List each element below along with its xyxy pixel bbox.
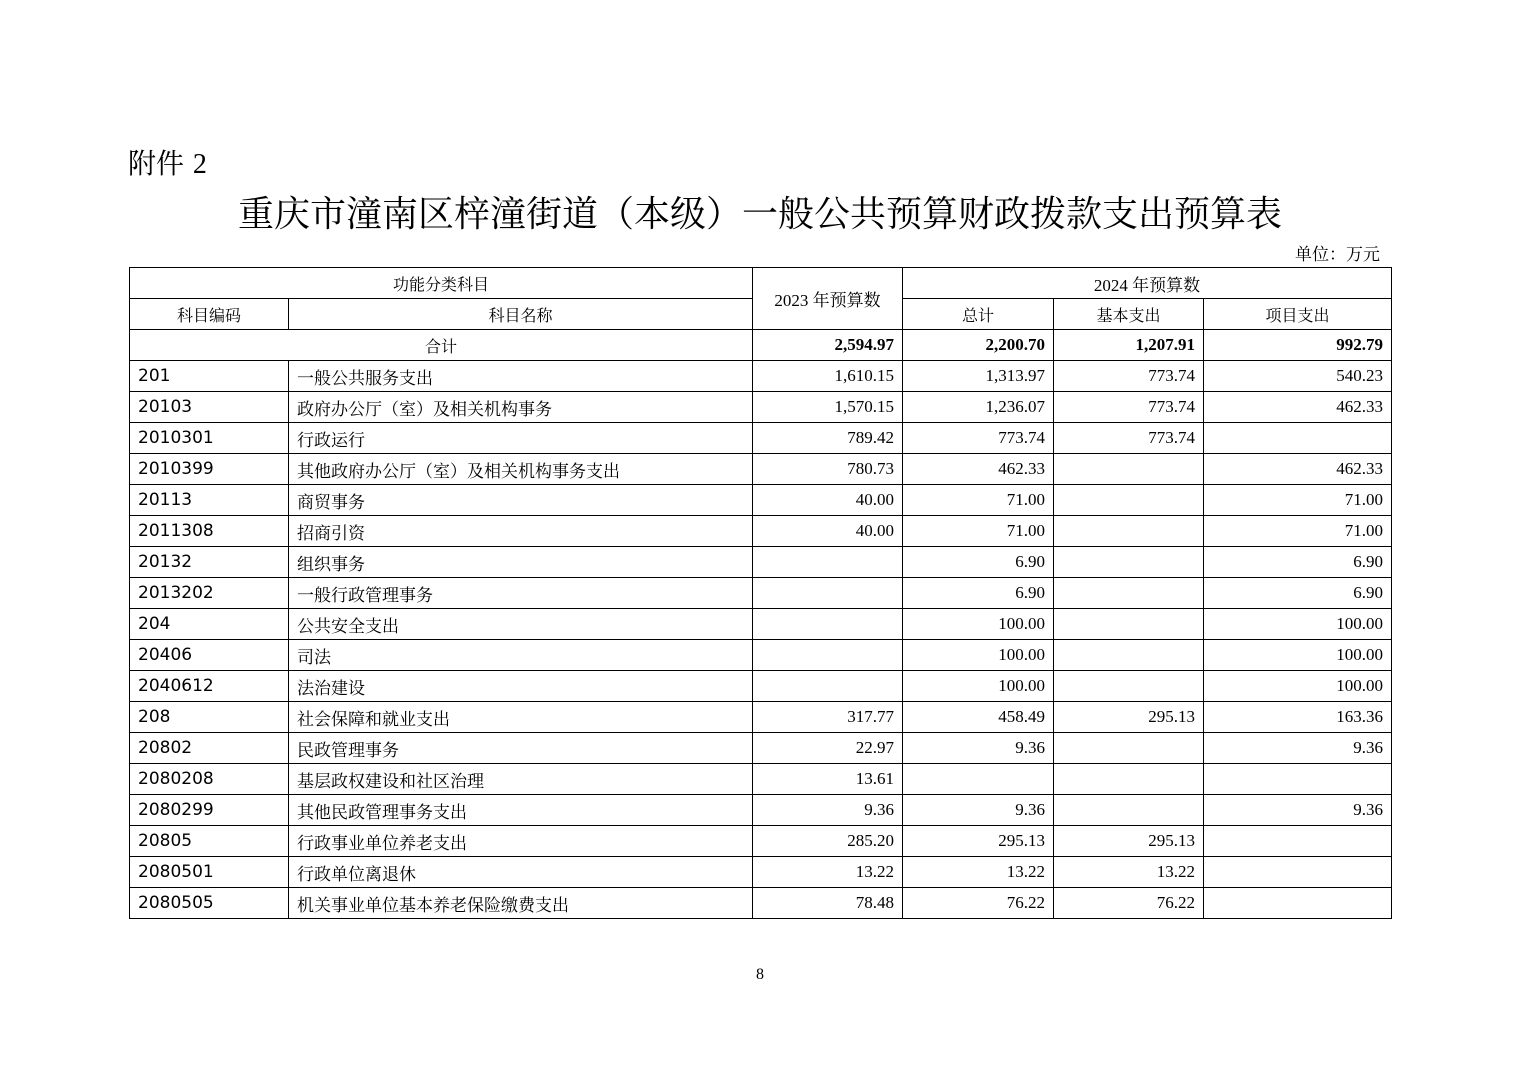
- row-basic: [1054, 764, 1204, 795]
- table-row: [130, 516, 1392, 547]
- row-project: 6.90: [1204, 578, 1392, 609]
- header-function-category: 功能分类科目: [130, 268, 753, 299]
- row-basic: 13.22: [1054, 857, 1204, 888]
- row-project: 100.00: [1204, 609, 1392, 640]
- header-project: 项目支出: [1204, 299, 1392, 330]
- row-name: 机关事业单位基本养老保险缴费支出: [289, 888, 753, 919]
- header-budget-2024: [903, 268, 1392, 299]
- row-project: 163.36: [1204, 702, 1392, 733]
- row-name: 其他政府办公厅（室）及相关机构事务支出: [289, 454, 753, 485]
- header-code: 科目编码: [130, 299, 289, 330]
- row-code: 2080501: [130, 857, 289, 888]
- row-b2023: [753, 578, 903, 609]
- row-basic: [1054, 454, 1204, 485]
- row-basic: [1054, 733, 1204, 764]
- table-row: [130, 392, 1392, 423]
- row-project: 9.36: [1204, 733, 1392, 764]
- row-code: 204: [130, 609, 289, 640]
- row-code: 2080505: [130, 888, 289, 919]
- header-budget-2024-text: 2024 年预算数: [1093, 275, 1201, 295]
- table-row: [130, 857, 1392, 888]
- row-name: 行政单位离退休: [289, 857, 753, 888]
- row-basic: [1054, 485, 1204, 516]
- total-row-total: 2,200.70: [903, 330, 1054, 361]
- row-basic: [1054, 795, 1204, 826]
- row-total: 458.49: [903, 702, 1054, 733]
- page-number: 8: [756, 966, 764, 983]
- table-row: [130, 764, 1392, 795]
- row-project: 71.00: [1204, 516, 1392, 547]
- row-name: 民政管理事务: [289, 733, 753, 764]
- row-b2023: 9.36: [753, 795, 903, 826]
- row-project: 6.90: [1204, 547, 1392, 578]
- table-row: [130, 640, 1392, 671]
- row-project: [1204, 857, 1392, 888]
- attachment-number: 2: [192, 149, 207, 180]
- row-name: 行政事业单位养老支出: [289, 826, 753, 857]
- row-project: 9.36: [1204, 795, 1392, 826]
- table-row: [130, 485, 1392, 516]
- header-budget-2023: [753, 268, 903, 330]
- row-basic: [1054, 578, 1204, 609]
- total-row-basic: 1,207.91: [1054, 330, 1204, 361]
- row-project: 100.00: [1204, 671, 1392, 702]
- table-row: [130, 671, 1392, 702]
- row-code: 2011308: [130, 516, 289, 547]
- row-name: 一般公共服务支出: [289, 361, 753, 392]
- budget-table: [129, 267, 1392, 919]
- row-name: 招商引资: [289, 516, 753, 547]
- row-b2023: 285.20: [753, 826, 903, 857]
- row-total: 100.00: [903, 671, 1054, 702]
- row-basic: 295.13: [1054, 702, 1204, 733]
- table-row: [130, 795, 1392, 826]
- total-row-project: 992.79: [1204, 330, 1392, 361]
- row-total: 773.74: [903, 423, 1054, 454]
- row-basic: [1054, 609, 1204, 640]
- row-code: 20802: [130, 733, 289, 764]
- row-b2023: 13.22: [753, 857, 903, 888]
- row-code: 20132: [130, 547, 289, 578]
- row-b2023: [753, 671, 903, 702]
- row-code: 2040612: [130, 671, 289, 702]
- header-total: 总计: [903, 299, 1054, 330]
- row-name: 商贸事务: [289, 485, 753, 516]
- row-code: 208: [130, 702, 289, 733]
- row-project: 462.33: [1204, 392, 1392, 423]
- row-project: 540.23: [1204, 361, 1392, 392]
- row-total: 295.13: [903, 826, 1054, 857]
- row-b2023: 13.61: [753, 764, 903, 795]
- table-row: [130, 454, 1392, 485]
- row-basic: 773.74: [1054, 361, 1204, 392]
- row-b2023: 78.48: [753, 888, 903, 919]
- row-name: 公共安全支出: [289, 609, 753, 640]
- row-basic: [1054, 640, 1204, 671]
- header-name: 科目名称: [289, 299, 753, 330]
- attachment-prefix: 附件: [128, 147, 185, 180]
- table-row: [130, 578, 1392, 609]
- row-project: [1204, 423, 1392, 454]
- row-total: 462.33: [903, 454, 1054, 485]
- row-total: 71.00: [903, 485, 1054, 516]
- row-name: 其他民政管理事务支出: [289, 795, 753, 826]
- row-name: 行政运行: [289, 423, 753, 454]
- row-code: 2080208: [130, 764, 289, 795]
- row-b2023: 1,610.15: [753, 361, 903, 392]
- row-b2023: 40.00: [753, 516, 903, 547]
- row-b2023: 40.00: [753, 485, 903, 516]
- unit-label: 单位：万元: [1295, 245, 1380, 265]
- row-b2023: [753, 547, 903, 578]
- row-b2023: 1,570.15: [753, 392, 903, 423]
- row-name: 一般行政管理事务: [289, 578, 753, 609]
- row-total: 1,236.07: [903, 392, 1054, 423]
- table-row: [130, 547, 1392, 578]
- total-row: [130, 330, 1392, 361]
- row-b2023: 789.42: [753, 423, 903, 454]
- row-project: [1204, 764, 1392, 795]
- row-b2023: [753, 609, 903, 640]
- row-name: 政府办公厅（室）及相关机构事务: [289, 392, 753, 423]
- row-code: 20113: [130, 485, 289, 516]
- row-basic: 773.74: [1054, 423, 1204, 454]
- table-row: [130, 361, 1392, 392]
- row-total: 13.22: [903, 857, 1054, 888]
- row-code: 201: [130, 361, 289, 392]
- row-basic: [1054, 516, 1204, 547]
- row-name: 基层政权建设和社区治理: [289, 764, 753, 795]
- table-row: [130, 609, 1392, 640]
- header-basic: 基本支出: [1054, 299, 1204, 330]
- row-code: 20406: [130, 640, 289, 671]
- row-b2023: 317.77: [753, 702, 903, 733]
- row-name: 组织事务: [289, 547, 753, 578]
- total-row-b2023: 2,594.97: [753, 330, 903, 361]
- total-row-label: 合计: [130, 330, 753, 361]
- row-project: 71.00: [1204, 485, 1392, 516]
- row-total: 6.90: [903, 547, 1054, 578]
- table-row: [130, 888, 1392, 919]
- row-total: 100.00: [903, 609, 1054, 640]
- row-project: 100.00: [1204, 640, 1392, 671]
- table-body: [130, 330, 1392, 919]
- row-code: 2013202: [130, 578, 289, 609]
- row-basic: 773.74: [1054, 392, 1204, 423]
- attachment-label: [128, 142, 207, 182]
- row-basic: 295.13: [1054, 826, 1204, 857]
- row-basic: [1054, 547, 1204, 578]
- row-code: 2010399: [130, 454, 289, 485]
- row-code: 2080299: [130, 795, 289, 826]
- row-code: 2010301: [130, 423, 289, 454]
- row-total: 9.36: [903, 733, 1054, 764]
- row-b2023: 780.73: [753, 454, 903, 485]
- row-b2023: [753, 640, 903, 671]
- row-basic: 76.22: [1054, 888, 1204, 919]
- row-b2023: 22.97: [753, 733, 903, 764]
- row-total: 100.00: [903, 640, 1054, 671]
- row-total: 71.00: [903, 516, 1054, 547]
- table-row: [130, 702, 1392, 733]
- row-name: 法治建设: [289, 671, 753, 702]
- row-name: 司法: [289, 640, 753, 671]
- row-total: 76.22: [903, 888, 1054, 919]
- header-row-1: [130, 268, 1392, 299]
- header-budget-2023-text: 2023 年预算数: [774, 291, 881, 310]
- row-project: [1204, 888, 1392, 919]
- row-total: [903, 764, 1054, 795]
- table-row: [130, 826, 1392, 857]
- row-basic: [1054, 671, 1204, 702]
- row-total: 1,313.97: [903, 361, 1054, 392]
- row-project: [1204, 826, 1392, 857]
- page-title: 重庆市潼南区梓潼街道（本级）一般公共预算财政拨款支出预算表: [237, 194, 1282, 235]
- table-row: [130, 423, 1392, 454]
- row-total: 6.90: [903, 578, 1054, 609]
- row-name: 社会保障和就业支出: [289, 702, 753, 733]
- row-code: 20805: [130, 826, 289, 857]
- row-total: 9.36: [903, 795, 1054, 826]
- row-project: 462.33: [1204, 454, 1392, 485]
- table-row: [130, 733, 1392, 764]
- row-code: 20103: [130, 392, 289, 423]
